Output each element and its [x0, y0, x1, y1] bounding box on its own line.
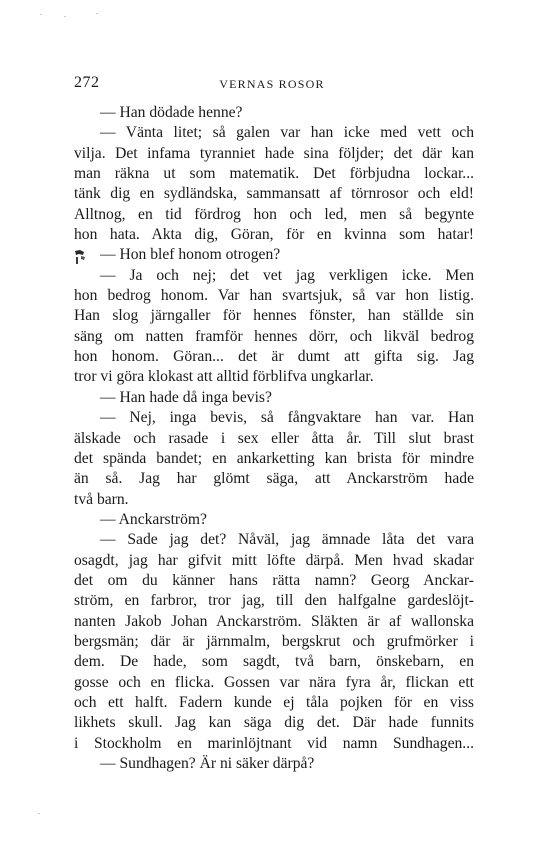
text-line: — Han dödade henne?: [100, 104, 243, 121]
text-line: man räkna ut som matematik. Det förbjudna lockar...: [74, 165, 474, 183]
text-line: i Stockholm en marinlöjtnant vid namn Sundhagen...: [74, 734, 474, 752]
page-number: 272: [74, 74, 100, 91]
text-line: och ett halft. Fadern kunde ej tåla pojken för en viss: [74, 693, 474, 711]
paper-speck: [64, 16, 66, 17]
text-line: dem. De hade, som sagdt, två barn, önskebarn, en: [74, 653, 474, 671]
text-line: likhets skull. Jag kan säga dig det. Där hade funnits: [74, 714, 474, 732]
text-line: — Han hade då inga bevis?: [100, 388, 272, 406]
text-line: det spända bandet; en ankarketting kan brista för mindre: [74, 449, 474, 467]
body-text: [74, 103, 474, 774]
text-line: — Vänta litet; så galen var han icke med vett och: [100, 124, 474, 142]
text-line: Han slog järngaller för hennes fönster, han ställde sin: [74, 307, 474, 325]
text-line: — Ja och nej; det vet jag verkligen icke. Men: [100, 266, 474, 284]
text-line: älskade och rasade i sex eller åtta år. Till slut brast: [74, 429, 474, 447]
text-line: osagdt, jag har gifvit mitt löfte därpå. Men hvad skadar: [74, 551, 474, 569]
text-lines: [74, 103, 474, 774]
text-line: säng om natten framför hennes dörr, och likväl bedrog: [74, 327, 474, 345]
text-line: tänk dig en sydländska, sammansatt af törnrosor och eld!: [74, 185, 474, 203]
text-line: — Hon blef honom otrogen?: [100, 246, 281, 264]
text-line: bergsmän; där är järnmalm, bergskrut och grufmörker i: [74, 632, 474, 650]
paper-speck: [38, 813, 40, 814]
text-line: ström, en farbror, tror jag, till den halfgalne gardeslöjt-: [74, 592, 474, 610]
text-line: — Anckarström?: [100, 510, 207, 528]
text-line: — Sade jag det? Nåväl, jag ämnade låta det vara: [100, 531, 474, 549]
ink-smudge-mark: [73, 249, 87, 265]
text-line: hon hata. Akta dig, Göran, för en kvinna som hatar!: [74, 226, 474, 244]
text-line: tror vi göra klokast att alltid förblifva ungkarlar.: [74, 368, 374, 386]
text-line: än så. Jag har glömt säga, att Anckarström hade: [74, 470, 474, 488]
text-line: hon honom. Göran... det är dumt att gifta sig. Jag: [74, 348, 474, 366]
text-line: vilja. Det infama tyranniet hade sina följder; det där kan: [74, 144, 474, 162]
text-line: — Nej, inga bevis, så fångvaktare han var. Han: [100, 409, 474, 427]
text-line: gosse och en flicka. Gossen var nära fyra år, flickan ett: [74, 673, 474, 691]
text-line: Alltnog, en tid fördrog hon och led, men så begynte: [74, 205, 474, 223]
text-line: hon bedrog honom. Var han svartsjuk, så var hon listig.: [74, 287, 474, 305]
text-line: — Sundhagen? Är ni säker därpå?: [100, 755, 315, 772]
running-title: VERNAS ROSOR: [219, 77, 325, 91]
paper-speck: [40, 14, 42, 15]
text-line: två barn.: [74, 490, 129, 508]
paper-speck: [96, 13, 98, 14]
text-line: det om du känner hans rätta namn? Georg Anckar-: [74, 571, 474, 589]
text-line: nanten Jakob Johan Anckarström. Släkten är af wallonska: [74, 612, 474, 630]
